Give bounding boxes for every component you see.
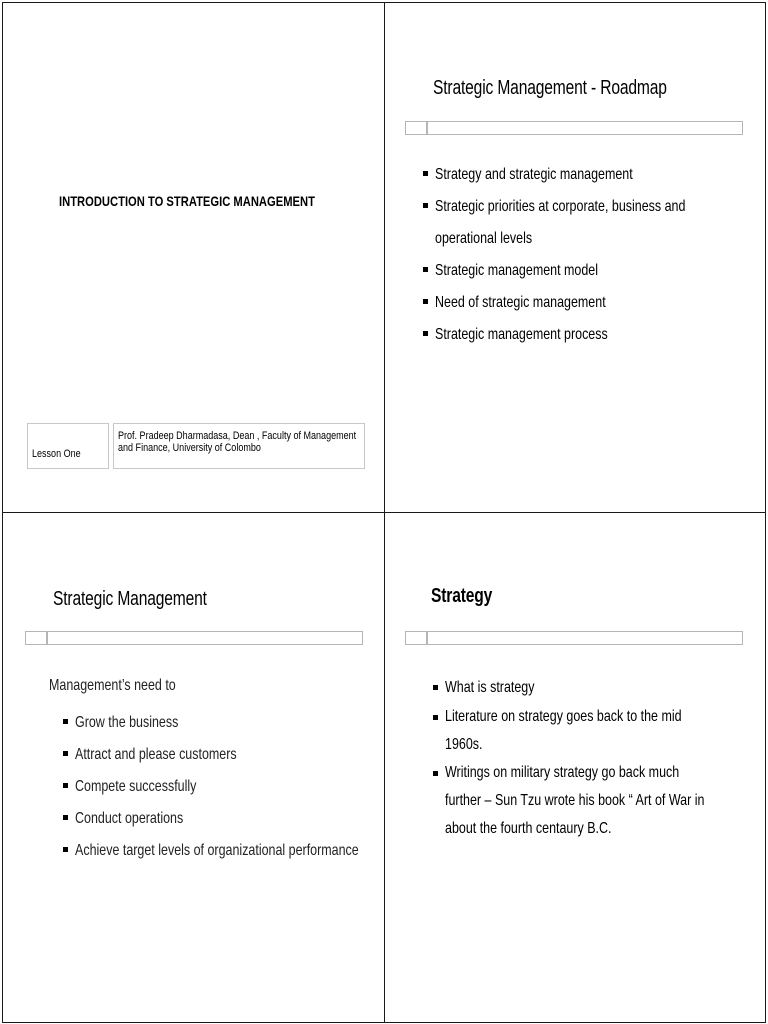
footer-lesson-label: Lesson One [32,448,81,460]
bullet-item: Literature on strategy goes back to the mid 1960s. [433,703,768,759]
bullet-item: What is strategy [433,673,768,703]
bullet-square-icon [433,771,438,776]
intro-text: Management’s need to [49,677,176,694]
title-divider-long [47,631,363,645]
slide-title: Strategic Management [53,588,207,610]
bullet-square-icon [423,171,428,176]
bullet-square-icon [423,267,428,272]
bullet-item: Writings on military strategy go back much further – Sun Tzu wrote his book “ Art of War in about the fourth centaury B.C. [433,759,768,843]
title-divider-small [25,631,47,645]
title-divider-long [427,121,743,135]
footer-author-line-1: Prof. Pradeep Dharmadasa, Dean , Faculty of Management [118,430,357,442]
bullet-square-icon [433,715,438,720]
bullet-list [433,673,768,843]
footer-left-box [27,423,109,469]
slide-2 [384,2,766,513]
bullet-list [423,159,765,351]
bullet-item: Strategic management model [423,255,765,287]
bullet-square-icon [63,847,68,852]
bullet-square-icon [63,815,68,820]
bullet-square-icon [63,719,68,724]
slide-3 [2,512,385,1023]
bullet-square-icon [423,203,428,208]
slide-4 [384,512,766,1023]
bullet-item: Grow the business [63,707,439,739]
footer-author-line-2: and Finance, University of Colombo [118,442,261,454]
bullet-list [63,707,439,867]
bullet-square-icon [423,331,428,336]
bullet-item: Strategic management process [423,319,765,351]
footer-right-box [113,423,365,469]
bullet-item: Need of strategic management [423,287,765,319]
bullet-square-icon [63,783,68,788]
bullet-square-icon [423,299,428,304]
bullet-item: Strategy and strategic management [423,159,765,191]
slide-title: Strategic Management - Roadmap [433,77,667,99]
bullet-square-icon [433,685,438,690]
bullet-square-icon [63,751,68,756]
bullet-item: Conduct operations [63,803,439,835]
bullet-item: Compete successfully [63,771,439,803]
bullet-item: Attract and please customers [63,739,439,771]
title-divider-small [405,121,427,135]
slide-title: Strategy [431,585,493,607]
bullet-item: Strategic priorities at corporate, business and operational levels [423,191,765,255]
slide-title: INTRODUCTION TO STRATEGIC MANAGEMENT [59,193,315,209]
title-divider-long [427,631,743,645]
title-divider-small [405,631,427,645]
slide-1 [2,2,385,513]
bullet-item: Achieve target levels of organizational performance [63,835,439,867]
